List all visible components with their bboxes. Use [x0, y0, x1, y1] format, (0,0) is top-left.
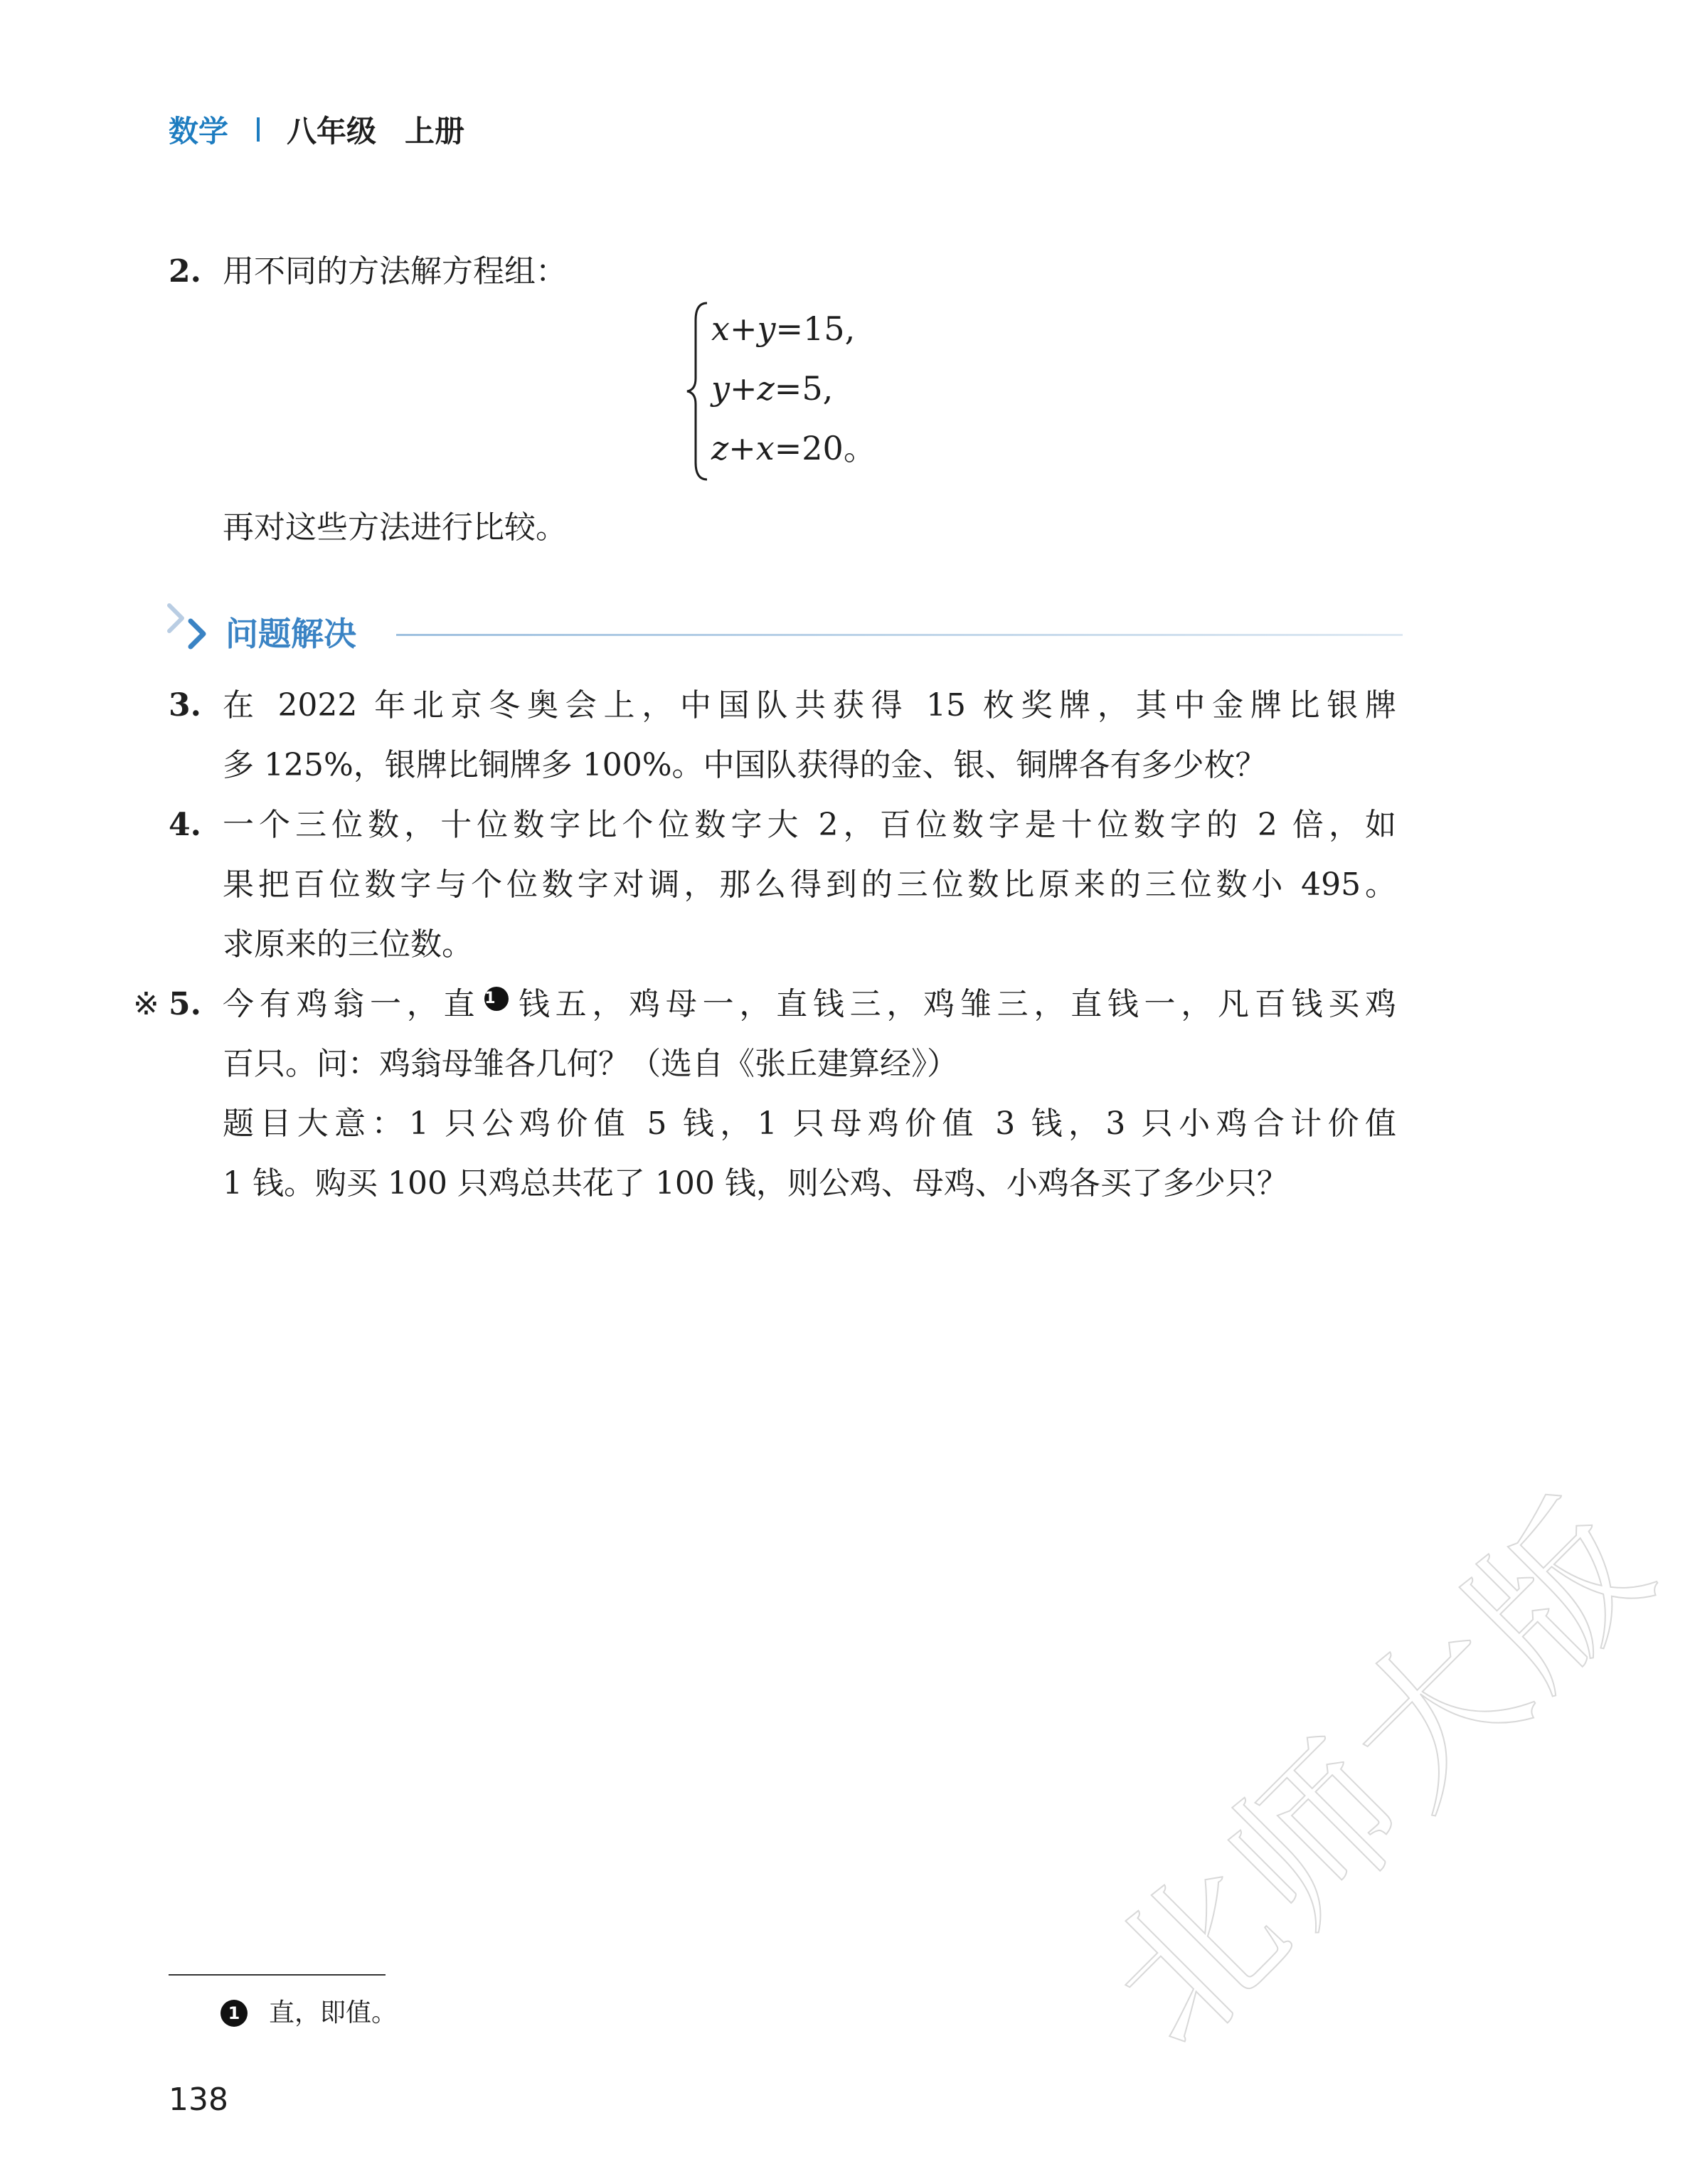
- problem-text: 今有鸡翁一，直 1 钱五，鸡母一，直钱三，鸡雏三，直钱一，凡百钱买鸡: [223, 986, 1397, 1022]
- running-header: [169, 107, 464, 152]
- page-number: 138: [169, 2082, 228, 2118]
- problem-text: 求原来的三位数。: [223, 926, 473, 963]
- problem-2-continuation: [169, 498, 1396, 558]
- problem-2: [169, 242, 1396, 302]
- problem-text: 用不同的方法解方程组：: [223, 253, 567, 290]
- problem-number: 2.: [169, 253, 201, 290]
- problem-number: 3.: [169, 687, 201, 723]
- footnote-rule: [169, 1974, 386, 1976]
- problem-text: 题目大意：1 只公鸡价值 5 钱，1 只母鸡价值 3 钱，3 只小鸡合计价值: [223, 1106, 1396, 1142]
- equation-2: y+z=5,: [711, 369, 834, 408]
- chevron-right-icon: [165, 601, 222, 665]
- footnote: [220, 1992, 397, 2035]
- problem-text: 果把百位数字与个位数字对调，那么得到的三位数比原来的三位数小 495。: [223, 866, 1396, 903]
- problem-text: 1 钱。购买 100 只鸡总共花了 100 钱，则公鸡、母鸡、小鸡各买了多少只？: [223, 1165, 1288, 1202]
- section-rule: [396, 634, 1403, 636]
- problem-text: 百只。问：鸡翁母雏各几何？（选自《张丘建算经》）: [223, 1046, 958, 1082]
- problem-3: [169, 676, 1396, 795]
- footnote-marker-icon: 1: [220, 2000, 248, 2027]
- section-title: 问题解决: [225, 615, 356, 653]
- problem-text: 一个三位数，十位数字比个位数字大 2，百位数字是十位数字的 2 倍，如: [223, 807, 1396, 843]
- equation-1: x+y=15,: [711, 309, 856, 348]
- problem-number: 4.: [169, 807, 201, 843]
- section-heading: [165, 601, 1403, 665]
- problem-text: 多 125%，银牌比铜牌多 100%。中国队获得的金、银、铜牌各有多少枚？: [223, 747, 1267, 783]
- problem-4: [169, 795, 1396, 975]
- header-separator: [257, 117, 260, 142]
- problem-text: 在 2022 年北京冬奥会上，中国队共获得 15 枚奖牌，其中金牌比银牌: [223, 687, 1396, 723]
- left-brace-icon: [683, 299, 711, 484]
- footnote-ref-icon: 1: [484, 987, 509, 1011]
- problem-text: 再对这些方法进行比较。: [223, 509, 567, 546]
- header-grade: 八年级: [287, 114, 377, 149]
- publisher-watermark: 北师大版: [1072, 1464, 1690, 2082]
- problem-5: [133, 975, 1397, 1214]
- footnote-text: 直，即值。: [269, 1998, 398, 2027]
- optional-mark: ※: [133, 986, 159, 1022]
- equation-system: [683, 299, 896, 484]
- equation-3: z+x=20。: [711, 429, 876, 467]
- header-volume: 上册: [405, 114, 465, 149]
- problem-number: 5.: [169, 986, 201, 1022]
- header-subject: 数学: [169, 114, 229, 149]
